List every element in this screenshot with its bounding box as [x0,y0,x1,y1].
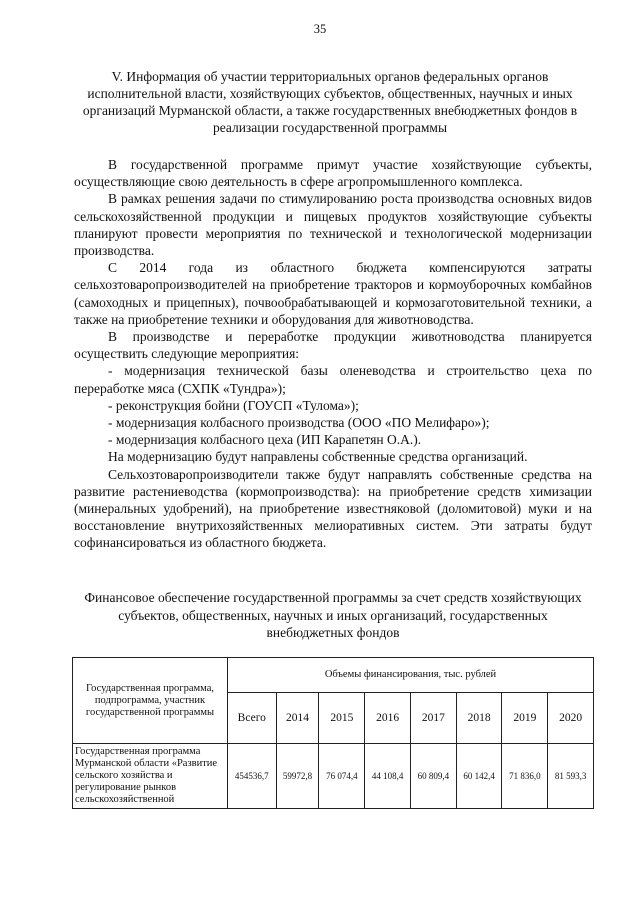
column-header: 2015 [319,693,365,744]
row-label: Государственная программа Мурманской области «Развитие сельского хозяйства и регулирование рынков сельскохозяйственной [73,744,228,809]
body-paragraph: В государственной программе примут участие хозяйствующие субъекты, осуществляющие свою деятельность в сфере агропромышленного комплекса. [74,157,592,190]
body-paragraph: В производстве и переработке продукции животноводства планируется осуществить следующие мероприятия: [74,329,592,362]
body-paragraph: - модернизация колбасного производства (ООО «ПО Мелифаро»); [108,415,490,431]
table-header-row [73,658,594,693]
header-volumes: Объемы финансирования, тыс. рублей [228,658,594,693]
section-heading: V. Информация об участии территориальных органов федеральных органов исполнительной власти, хозяйствующих субъектов, общественных, научных и иных организаций Мурманской области, а также государственных внебюджетных фондов в реализации государственной программы [82,69,578,135]
page-number: 35 [313,22,327,36]
table-row [73,744,594,809]
financing-table [72,657,594,809]
table-heading: Финансовое обеспечение государственной программы за счет средств хозяйствующих субъектов, общественных, научных и иных организаций, государственных внебюджетных фондов [84,590,582,640]
table-cell: 76 074,4 [319,744,365,809]
column-header: 2016 [365,693,411,744]
body-paragraph: - модернизация колбасного цеха (ИП Карапетян О.А.). [108,432,422,448]
body-paragraph: На модернизацию будут направлены собственные средства организаций. [108,449,528,465]
table-cell: 59972,8 [276,744,319,809]
table-cell: 44 108,4 [365,744,411,809]
body-paragraph: Сельхозтоваропроизводители также будут направлять собственные средства на развитие растениеводства (кормопроизводства): на приобретение средств химизации (минеральных удобрений), на приобретение известняковой (доломитовой) муки и на восстановление внутрихозяйственных мелиоративных систем. Эти затраты будут софинансироваться из областного бюджета. [74,466,592,551]
table-cell: 60 809,4 [410,744,456,809]
body-paragraph: С 2014 года из областного бюджета компенсируются затраты сельхозтоваропроизводителей на приобретение тракторов и кормоуборочных комбайнов (самоходных и прицепных), почвообрабатывающей и кормозаготовительной техники, а также на приобретение техники и оборудования для животноводства. [74,260,592,327]
table-cell: 454536,7 [228,744,277,809]
body-paragraph: В рамках решения задачи по стимулированию роста производства основных видов сельскохозяйственной продукции и пищевых продуктов хозяйствующие субъекты планируют провести мероприятия по технической и технологической модернизации производства. [74,191,592,259]
column-header: 2019 [502,693,548,744]
column-header: 2018 [456,693,502,744]
table-cell: 60 142,4 [456,744,502,809]
body-paragraph: - модернизация технической базы оленеводства и строительство цеха по переработке мяса (СХПК «Тундра»); [74,363,592,396]
body-text [74,156,592,552]
column-header: 2017 [410,693,456,744]
body-paragraph: - реконструкция бойни (ГОУСП «Тулома»); [108,397,359,413]
column-header: 2014 [276,693,319,744]
table-cell: 81 593,3 [548,744,594,809]
column-header: 2020 [548,693,594,744]
column-header: Всего [228,693,277,744]
header-program: Государственная программа, подпрограмма, участник государственной программы [73,658,228,744]
table-cell: 71 836,0 [502,744,548,809]
